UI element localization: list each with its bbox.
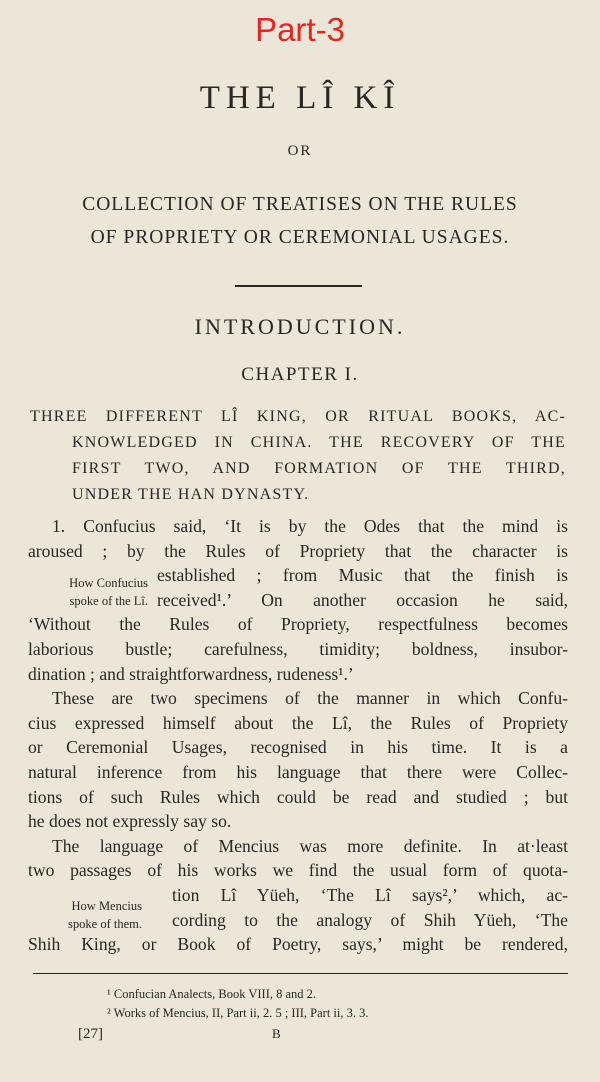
book-title: THE LÎ KÎ (199, 80, 401, 116)
introduction-heading: INTRODUCTION. (194, 314, 406, 339)
footnote: ¹ Confucian Analects, Book VIII, 8 and 2. (107, 987, 317, 1001)
margin-note-line: How Confucius (69, 576, 148, 590)
body-line: cording to the analogy of Shih Yüeh, ‘The (172, 909, 568, 930)
margin-note-line: spoke of the Lî. (69, 594, 148, 608)
footnotes (107, 985, 567, 1023)
summary-line: FIRST TWO, AND FORMATION OF THE THIRD, (72, 460, 566, 477)
body-line: 1. Confucius said, ‘It is by the Odes that the mind is (52, 516, 568, 536)
part-label: Part-3 (255, 11, 345, 48)
footnote: ² Works of Mencius, II, Part ii, 2. 5 ; III, Part ii, 3. 3. (107, 1006, 369, 1020)
body-line: or Ceremonial Usages, recognised in his time. It is a (28, 737, 568, 758)
body-line: These are two specimens of the manner in which Confu- (52, 688, 568, 709)
subtitle-line: COLLECTION OF TREATISES ON THE RULES (82, 194, 518, 215)
body-line: two passages of his works we find the usual form of quota- (28, 860, 568, 881)
body-line: tions of such Rules which could be read and studied ; but (28, 786, 568, 807)
signature-mark: B (272, 1026, 281, 1041)
body-line: ‘Without the Rules of Propriety, respectfulness becomes (28, 614, 568, 635)
chapter-heading: CHAPTER I. (241, 364, 359, 385)
body-line: dination ; and straightforwardness, rudeness¹.’ (28, 663, 354, 684)
chapter-summary (30, 404, 566, 508)
margin-note-line: How Mencius (71, 899, 142, 913)
margin-note-line: spoke of them. (68, 917, 142, 931)
body-line: he does not expressly say so. (28, 811, 232, 832)
page-number: [27] (78, 1026, 103, 1042)
book-subtitle (0, 188, 600, 254)
title-divider (235, 285, 362, 287)
summary-line: KNOWLEDGED IN CHINA. THE RECOVERY OF THE (72, 434, 566, 451)
title-or: OR (287, 143, 313, 159)
body-line: laborious bustle; carefulness, timidity; boldness, insubor- (28, 638, 568, 659)
summary-line: UNDER THE HAN DYNASTY. (72, 486, 310, 503)
body-line: received¹.’ On another occasion he said, (157, 589, 568, 610)
body-line: established ; from Music that the finish is (157, 565, 568, 586)
body-line: natural inference from his language that there were Collec- (28, 761, 568, 782)
body-line: tion Lî Yüeh, ‘The Lî says²,’ which, ac- (172, 884, 568, 905)
body-line: Shih King, or Book of Poetry, says,’ might be rendered, (28, 934, 568, 955)
body-line: aroused ; by the Rules of Propriety that the character is (28, 540, 568, 561)
body-text (28, 514, 568, 957)
summary-line: THREE DIFFERENT LÎ KING, OR RITUAL BOOKS, AC- (30, 408, 566, 425)
body-line: The language of Mencius was more definite. In at·least (52, 835, 568, 856)
body-line: cius expressed himself about the Lî, the Rules of Propriety (28, 712, 568, 733)
footnote-divider (33, 973, 568, 974)
subtitle-line: OF PROPRIETY OR CEREMONIAL USAGES. (90, 227, 510, 248)
